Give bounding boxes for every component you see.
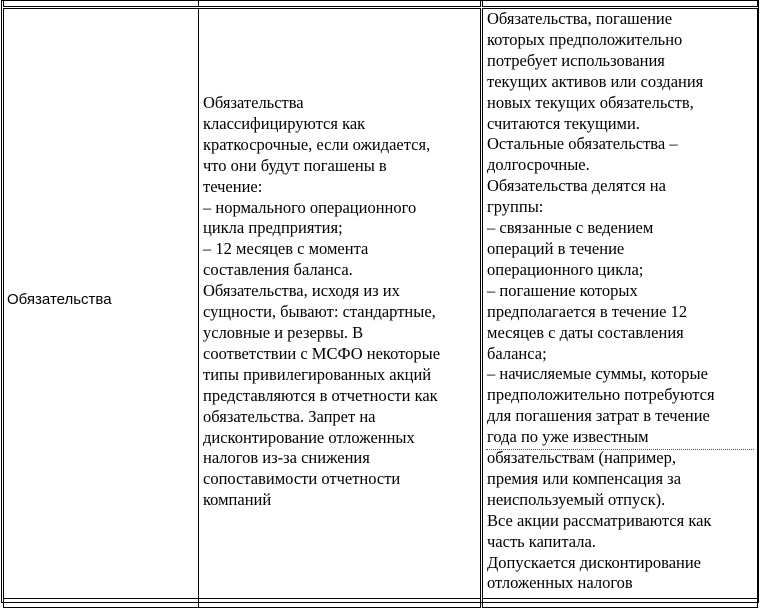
row-label: Обязательства [7, 291, 112, 308]
text-line: классифицируются как [203, 113, 366, 133]
text-line: предполагается в течение 12 [487, 301, 688, 321]
text-line: – погашение которых [487, 280, 638, 300]
text-line: года по уже известным [487, 427, 649, 447]
text-line: Остальные обязательства – [487, 134, 678, 154]
text-line: представляются в отчетности как [203, 385, 438, 405]
text-line: Обязательства [203, 93, 304, 112]
text-line: цикла предприятия; [203, 218, 343, 238]
text-line: составления баланса. [203, 260, 353, 280]
table-cell-bottom-2 [198, 598, 481, 608]
dotted-separator [486, 449, 754, 450]
table-cell-top-2 [198, 0, 481, 7]
table-cell-top-1 [3, 0, 199, 7]
text-line: группы: [487, 197, 544, 217]
text-line: Обязательства, погашение [487, 9, 673, 28]
text-line: – 12 месяцев с момента [203, 239, 369, 259]
table-cell-bottom-1 [3, 598, 199, 608]
text-line: которых предположительно [487, 29, 683, 49]
middle-column-text [203, 93, 479, 511]
text-line: компаний [203, 490, 272, 510]
text-line: премия или компенсация за [487, 468, 682, 488]
text-line: неиспользуемый отпуск). [487, 489, 666, 509]
text-line: операций в течение [487, 238, 625, 258]
text-line: текущих активов или создания [487, 71, 704, 91]
text-line: считаются текущими. [487, 113, 640, 133]
table-cell-bottom-3 [482, 598, 758, 608]
text-line: обязательствам (например, [487, 448, 677, 468]
text-line: Обязательства, исходя из их [203, 281, 400, 301]
text-line: предположительно потребуются [487, 385, 715, 405]
text-line: потребует использования [487, 50, 665, 70]
text-line: баланса; [487, 343, 547, 363]
text-line: Все акции рассматриваются как [487, 510, 712, 530]
text-line: соответствии с МСФО некоторые [203, 343, 441, 363]
text-line: сопоставимости отчетности [203, 469, 401, 489]
text-line: долгосрочные. [487, 155, 590, 175]
text-line: часть капитала. [487, 531, 596, 551]
text-line: типы привилегированных акций [203, 364, 432, 384]
text-line: отложенных налогов [487, 573, 633, 593]
table-cell-top-3 [482, 0, 758, 7]
text-line: новых текущих обязательств, [487, 92, 694, 112]
text-line: Допускается дисконтирование [487, 552, 702, 572]
text-line: обязательства. Запрет на [203, 406, 376, 426]
text-line: – нормального операционного [203, 197, 417, 217]
text-line: налогов из-за снижения [203, 448, 370, 468]
text-line: – начисляемые суммы, которые [487, 364, 708, 384]
text-line: течение: [203, 176, 263, 196]
text-line: операционного цикла; [487, 259, 644, 279]
text-line: что они будут погашены в [203, 155, 387, 175]
right-column-text [487, 9, 757, 594]
text-line: Обязательства делятся на [487, 176, 666, 196]
text-line: сущности, бывают: стандартные, [203, 302, 436, 322]
text-line: – связанные с ведением [487, 218, 654, 238]
text-line: месяцев с даты составления [487, 322, 684, 342]
text-line: краткосрочные, если ожидается, [203, 134, 431, 154]
text-line: дисконтирование отложенных [203, 427, 415, 447]
text-line: для погашения затрат в течение [487, 406, 710, 426]
text-line: условные и резервы. В [203, 322, 364, 342]
